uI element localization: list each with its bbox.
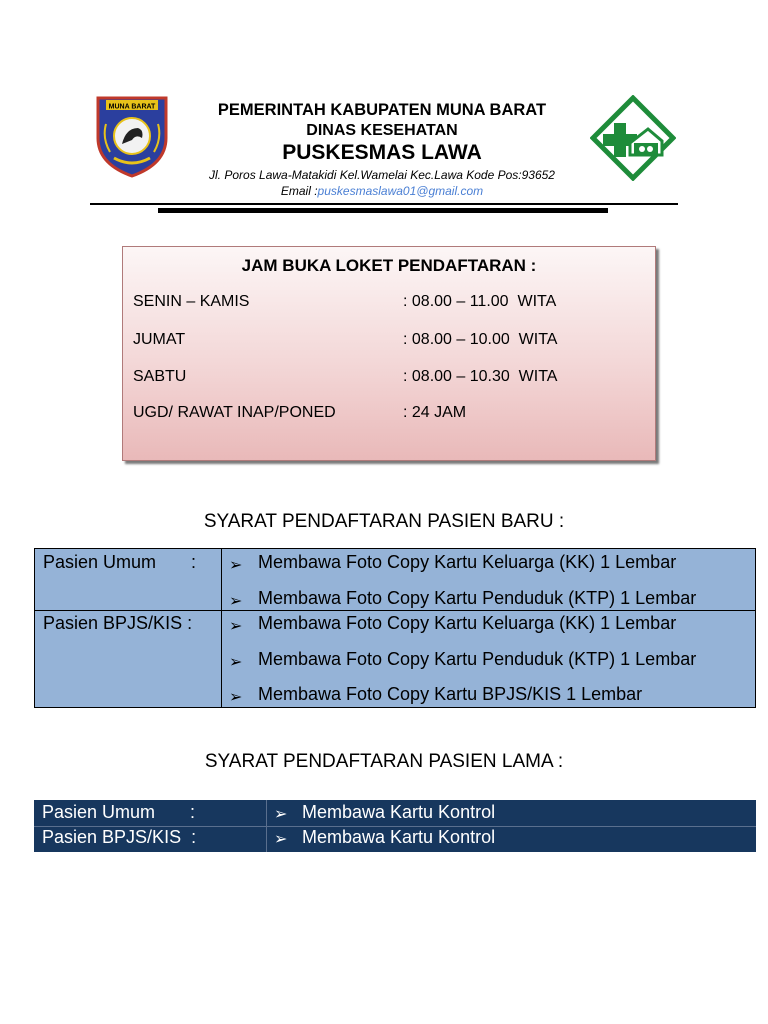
header-divider-thin — [90, 203, 678, 205]
arrow-bullet-icon: ➢ — [229, 689, 243, 706]
requirement-item: Membawa Foto Copy Kartu BPJS/KIS 1 Lembar — [258, 684, 643, 704]
requirement-item: Membawa Foto Copy Kartu Penduduk (KTP) 1 Lembar — [258, 588, 697, 608]
requirement-item: Membawa Foto Copy Kartu Penduduk (KTP) 1 Lembar — [258, 649, 697, 669]
table-divider — [35, 610, 755, 611]
hours-time: : 08.00 – 10.30 WITA — [403, 368, 558, 385]
requirement-item: Membawa Foto Copy Kartu Keluarga (KK) 1 Lembar — [258, 552, 677, 572]
arrow-bullet-icon: ➢ — [229, 654, 243, 671]
header-department: DINAS KESEHATAN — [306, 122, 458, 139]
email-link[interactable]: puskesmaslawa01@gmail.com — [317, 184, 484, 198]
header-puskesmas: PUSKESMAS LAWA — [282, 141, 482, 164]
email-label: Email : — [280, 184, 318, 198]
patient-type-label: Pasien BPJS/KIS : — [43, 613, 193, 633]
hours-day: UGD/ RAWAT INAP/PONED — [133, 404, 336, 421]
arrow-bullet-icon: ➢ — [274, 831, 288, 848]
patient-type-label: Pasien Umum : — [42, 802, 196, 822]
requirement-item: Membawa Kartu Kontrol — [302, 827, 496, 847]
hours-time: : 08.00 – 10.00 WITA — [403, 331, 558, 348]
hours-day: SENIN – KAMIS — [133, 293, 250, 310]
header-email — [190, 184, 574, 198]
patient-type-label: Pasien Umum : — [43, 552, 197, 572]
requirement-item: Membawa Foto Copy Kartu Keluarga (KK) 1 Lembar — [258, 613, 677, 633]
hours-time: : 08.00 – 11.00 WITA — [403, 293, 557, 310]
arrow-bullet-icon: ➢ — [229, 618, 243, 635]
header-government: PEMERINTAH KABUPATEN MUNA BARAT — [217, 101, 547, 119]
arrow-bullet-icon: ➢ — [274, 806, 288, 823]
new-patient-requirements-title: SYARAT PENDAFTARAN PASIEN BARU : — [203, 511, 565, 532]
svg-text:MUNA BARAT: MUNA BARAT — [108, 103, 156, 111]
hours-day: SABTU — [133, 368, 187, 385]
old-patient-requirements-table — [34, 800, 756, 852]
arrow-bullet-icon: ➢ — [229, 593, 243, 610]
puskesmas-cross-icon — [590, 95, 676, 181]
patient-type-label: Pasien BPJS/KIS : — [42, 827, 197, 847]
hours-time: : 24 JAM — [403, 404, 467, 421]
opening-hours-title: JAM BUKA LOKET PENDAFTARAN : — [241, 256, 537, 275]
arrow-bullet-icon: ➢ — [229, 557, 243, 574]
header-divider-thick — [158, 208, 608, 213]
old-patient-requirements-title: SYARAT PENDAFTARAN PASIEN LAMA : — [204, 751, 564, 772]
muna-barat-emblem-icon — [92, 94, 172, 178]
header-address: Jl. Poros Lawa-Matakidi Kel.Wamelai Kec.Lawa Kode Pos:93652 — [209, 168, 555, 182]
table-divider — [221, 549, 222, 707]
opening-hours-box — [122, 246, 656, 461]
requirement-item: Membawa Kartu Kontrol — [302, 802, 496, 822]
new-patient-requirements-table — [34, 548, 756, 708]
hours-day: JUMAT — [133, 331, 186, 348]
